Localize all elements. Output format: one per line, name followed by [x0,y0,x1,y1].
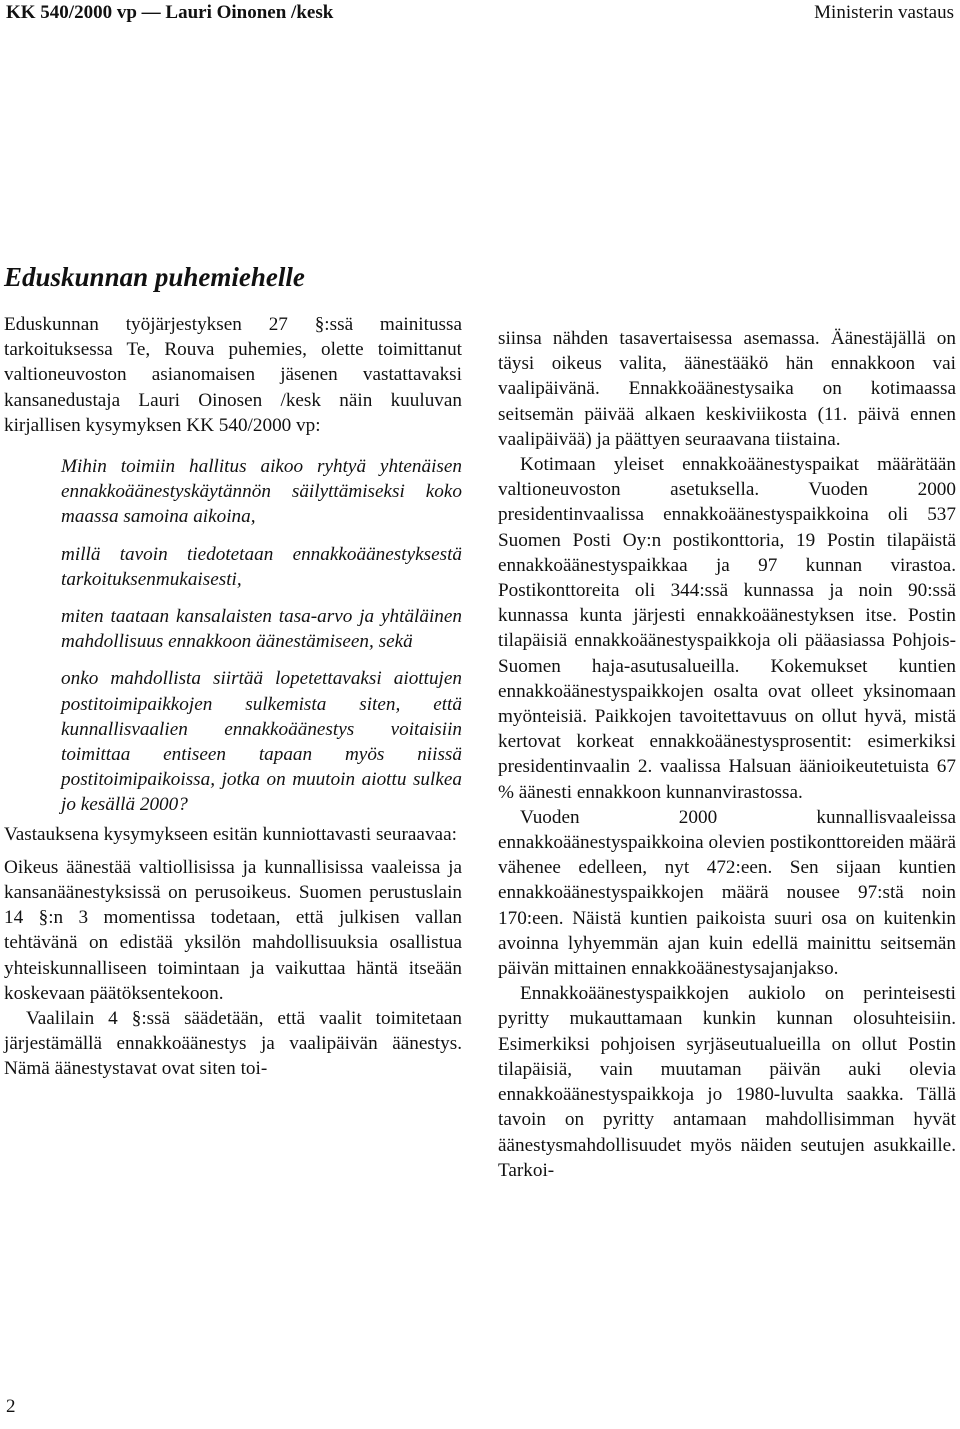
page-number: 2 [6,1396,16,1417]
left-paragraph-1: Oikeus äänestää valtiollisissa ja kunnallisissa vaaleissa ja kansanäänestyksissä on perusoikeus. Suomen perustuslain 14 §:n 3 momentissa todetaan, että julkisen vallan tehtävänä on edistää yksilön mahdollisuuksia osallistua yhteiskunnalliseen toimintaan ja vaikuttaa häntä itseään koskevaan päätöksentekoon. [4,856,462,1004]
right-paragraph-2: Kotimaan yleiset ennakkoäänestyspaikat määrätään valtioneuvoston asetuksella. Vuoden 2000 presidentinvaalissa ennakkoäänestyspaikkoina oli 537 Suomen Posti Oy:n postikonttoria, 19 Postin tilapäistä ennakkoäänestyspaikkaa ja 97 kunnan virastoa. Postikonttoreita oli 344:ssä kunnassa ja noin 90:ssä kunnassa kunta järjesti ennakkoäänestyksen itse. Postin tilapäisiä ennakkoäänestyspaikkoja oli pääasiassa Pohjois-Suomen haja-asutusalueilla. Kokemukset kuntien ennakkoäänestyspaikkojen osalta ovat olleet yksinomaan myönteisiä. Paikkojen tavoitettavuus on ollut hyvä, mistä kertovat korkeat ennakkoäänestysprosentit: esimerkiksi presidentinvaalin 2. vaalissa Halsuan äänioikeutetuista 67 % äänesti ennakkoon kunnanvirastossa. [498,454,956,803]
question-1: Mihin toimiin hallitus aikoo ryhtyä yhtenäisen ennakkoäänestyskäytännön säilyttämiseksi koko maassa samoina aikoina, [61,456,462,528]
addressee-heading: Eduskunnan puhemiehelle [4,262,305,292]
right-paragraph-4: Ennakkoäänestyspaikkojen aukiolo on perinteisesti pyritty mukauttamaan kunkin kunnan olosuhteisiin. Esimerkiksi pohjoisen syrjäseutualueilla on ollut Postin tilapäisiä, vain muutaman päivän auki olevia ennakkoäänestyspaikkoja jo 1980-luvulta saakka. Tällä tavoin on pyritty antamaan mahdollisimman hyvät äänestysmahdollisuudet myös näiden seutujen asukkaille. Tarkoi- [498,983,956,1181]
left-column [4,312,462,1082]
right-column [498,326,956,1183]
question-2: millä tavoin tiedotetaan ennakkoäänestyksestä tarkoituksenmukaisesti, [61,543,462,590]
document-header-title: KK 540/2000 vp — Lauri Oinonen /kesk [6,2,334,23]
document-header-section: Ministerin vastaus [814,2,954,23]
intro-paragraph: Eduskunnan työjärjestyksen 27 §:ssä mainitussa tarkoituksessa Te, Rouva puhemies, olette toimittanut valtioneuvoston asianomaisen jäsenen vastattavaksi kansanedustaja Lauri Oinosen /kesk näin kuuluvan kirjallisen kysymyksen KK 540/2000 vp: [4,314,462,436]
right-paragraph-1: siinsa nähden tasavertaisessa asemassa. Äänestäjällä on täysi oikeus valita, äänestääkö hän ennakkoon vai vaalipäivänä. Ennakkoäänestysaika on kotimaassa seitsemän päivää alkaen keskiviikosta (11. päivä ennen vaalipäivää) ja päättyen seuraavana tiistaina. [498,328,956,450]
left-paragraph-2: Vaalilain 4 §:ssä säädetään, että vaalit toimitetaan järjestämällä ennakkoäänestys ja vaalipäivän äänestys. Nämä äänestystavat ovat siten toi- [4,1008,462,1080]
question-4: onko mahdollista siirtää lopetettavaksi aiottujen postitoimipaikkojen sulkemista siten, että kunnallisvaalien ennakkoäänestys voitaisiin toimittaa entiseen tapaan myös niissä postitoimipaikoissa, jotka on muutoin aiottu sulkea jo kesällä 2000? [61,668,462,816]
right-paragraph-3: Vuoden 2000 kunnallisvaaleissa ennakkoäänestyspaikkoina olevien postikonttoreiden määrä vähenee edelleen, nyt 472:een. Sen sijaan kuntien ennakkoäänestyspaikkojen määrä nousee 97:stä noin 170:een. Näistä kuntien paikoista suuri osa on kuitenkin avoinna lyhyemmän ajan kuin edellä mainittu seitsemän päivän mittainen ennakkoäänestysajanjakso. [498,806,956,980]
question-3: miten taataan kansalaisten tasa-arvo ja yhtäläinen mahdollisuus ennakkoon äänestämiseen, sekä [61,606,462,653]
answer-intro-paragraph: Vastauksena kysymykseen esitän kunniottavasti seuraavaa: [4,823,457,845]
